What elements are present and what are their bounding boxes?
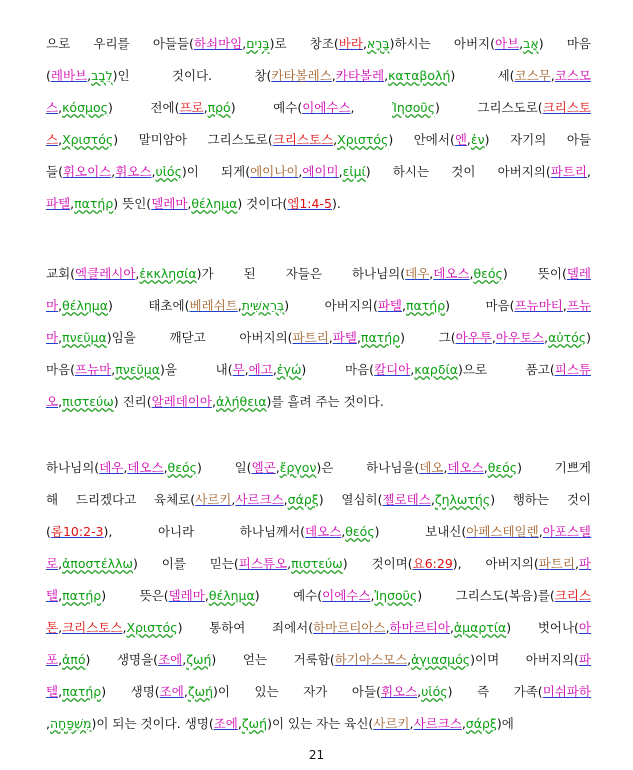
transliteration: 칼디아 — [374, 362, 411, 377]
text-run: , — [341, 524, 346, 539]
text-run: )에 — [496, 716, 514, 731]
original-word: θέλημα — [208, 588, 255, 603]
transliteration: 델레 — [566, 266, 591, 281]
original-word: לֵבָב — [91, 68, 113, 83]
transliteration: 크리스 — [554, 588, 591, 603]
text-run: ) 생명을( — [85, 652, 159, 667]
transliteration: 데오스 — [433, 266, 470, 281]
text-run: , — [204, 588, 209, 603]
text-run: , — [87, 68, 92, 83]
transliteration: 데오스 — [447, 460, 484, 475]
transliteration: 파텔 — [46, 196, 71, 211]
text-run: , — [538, 524, 543, 539]
transliteration: 레바브 — [50, 68, 88, 83]
text-run: )은 하나님을( — [316, 460, 420, 475]
text-line — [46, 92, 591, 124]
transliteration: 무 — [232, 362, 245, 377]
transliteration: 데우 — [99, 460, 124, 475]
text-run: , — [111, 362, 116, 377]
transliteration: 파 — [578, 556, 591, 571]
original-word: θεός — [487, 460, 518, 475]
text-run: ) 전에( — [107, 100, 180, 115]
text-run: , — [58, 652, 63, 667]
text-run: , — [417, 684, 422, 699]
transliteration: 아브 — [495, 36, 520, 51]
text-run: 으로 우리를 아들들( — [46, 36, 194, 51]
transliteration: 미쉬파하 — [542, 684, 591, 699]
transliteration: 아우투 — [455, 330, 492, 345]
transliteration: 아 — [578, 620, 591, 635]
text-line — [46, 580, 591, 612]
text-run: , — [331, 68, 336, 83]
original-word: ζωή — [187, 684, 214, 699]
text-run: ) 자기의 아들 — [484, 132, 591, 147]
text-run: , — [587, 164, 591, 179]
original-word: καρδία — [414, 362, 458, 377]
original-word: θεός — [167, 460, 197, 475]
transliteration: 카타볼레스 — [271, 68, 332, 83]
transliteration: 조에 — [158, 652, 183, 667]
text-run: , — [111, 164, 116, 179]
text-run: , — [409, 716, 414, 731]
text-run: , — [333, 132, 338, 147]
text-run: , — [410, 362, 415, 377]
transliteration: 바라 — [338, 36, 363, 51]
text-run: , — [385, 620, 390, 635]
text-run: , — [58, 684, 63, 699]
text-run: , — [242, 36, 247, 51]
original-word: πατήρ — [74, 196, 114, 211]
original-word: υἱός — [155, 164, 182, 179]
transliteration: 에이나이 — [250, 164, 299, 179]
original-word: ζωή — [241, 716, 268, 731]
original-word: θεός — [473, 266, 503, 281]
text-run: )를 흘려 주는 것이다. — [266, 394, 384, 409]
transliteration: 크리스토 — [542, 100, 591, 115]
text-run: )이 있는 자가 아들( — [213, 684, 381, 699]
text-line — [46, 386, 591, 418]
text-run: ( — [46, 68, 51, 83]
text-run: 하나님의( — [46, 460, 100, 475]
text-run: ( — [46, 524, 51, 539]
transliteration: 베레쉬트 — [189, 298, 238, 313]
transliteration: 롬10:2-3 — [50, 524, 104, 539]
text-run: )이 되게( — [181, 164, 251, 179]
text-run: , — [483, 460, 488, 475]
transliteration: 마 — [46, 298, 59, 313]
original-word: מִשְׁפָּחָה — [49, 716, 92, 731]
text-run: ) 태초에( — [107, 298, 190, 313]
transliteration: 데우 — [405, 266, 430, 281]
text-run: , — [574, 556, 579, 571]
text-run: , — [491, 330, 496, 345]
text-run: , — [562, 298, 567, 313]
transliteration: 조에 — [213, 716, 238, 731]
text-run: , — [298, 164, 303, 179]
transliteration: 텔 — [46, 684, 59, 699]
transliteration: 에이미 — [302, 164, 339, 179]
text-run: , — [384, 68, 389, 83]
text-run: ) 예수( — [230, 100, 303, 115]
text-run: , — [182, 652, 187, 667]
text-run: , — [244, 362, 249, 377]
original-word: ἀποστέλλω — [62, 556, 133, 571]
original-word: εἰμί — [342, 164, 366, 179]
original-word: αὐτός — [548, 330, 587, 345]
text-run: ) 마음( — [445, 298, 515, 313]
text-run: , — [328, 330, 333, 345]
original-word: σάρξ — [465, 716, 497, 731]
original-word: πιστεύω — [62, 394, 114, 409]
text-run: ), 아버지의( — [452, 556, 539, 571]
transliteration: 코스모 — [554, 68, 591, 83]
text-run: , — [287, 556, 292, 571]
transliteration: 엑클레시아 — [75, 266, 136, 281]
text-run: ) 뜻이( — [502, 266, 567, 281]
transliteration: 사르키 — [373, 716, 410, 731]
original-word: ἐν — [470, 132, 485, 147]
transliteration: 아페스테일렌 — [466, 524, 539, 539]
text-run: , — [370, 588, 375, 603]
transliteration: 텔 — [46, 588, 59, 603]
original-word: πνεῦμα — [115, 362, 160, 377]
text-line — [46, 258, 591, 290]
transliteration: 톤 — [46, 620, 59, 635]
text-run: , — [58, 298, 63, 313]
original-word: καταβολή — [388, 68, 451, 83]
transliteration: 델레마 — [151, 196, 188, 211]
original-word: בְּרֵאשִׁית — [241, 298, 285, 313]
text-run: , — [449, 620, 454, 635]
text-run: ) 마음( — [301, 362, 375, 377]
text-line — [46, 516, 591, 548]
original-word: בָּנִים — [246, 36, 270, 51]
text-run: 마음( — [46, 362, 76, 377]
text-run: , — [430, 492, 435, 507]
text-run: 들( — [46, 164, 63, 179]
text-run: )가 된 자들은 하나님의( — [196, 266, 406, 281]
transliteration: 아우토스 — [495, 330, 545, 345]
text-run: , — [283, 492, 288, 507]
transliteration: 사르키 — [195, 492, 232, 507]
transliteration: 데오 — [419, 460, 444, 475]
transliteration: 데오스 — [127, 460, 164, 475]
transliteration: 휘오스 — [115, 164, 152, 179]
transliteration: 프뉴마 — [75, 362, 112, 377]
text-run: ) 행하는 것이 — [490, 492, 591, 507]
text-run: ) 기쁘게 — [517, 460, 591, 475]
transliteration: 파트리 — [292, 330, 329, 345]
text-run: ) 진리( — [113, 394, 152, 409]
text-run: ) 즉 가족( — [447, 684, 543, 699]
transliteration: 파텔 — [377, 298, 402, 313]
text-run: ) 그리스도로( — [434, 100, 543, 115]
text-run: , — [443, 460, 448, 475]
transliteration: 엘곤 — [251, 460, 276, 475]
original-word: ζωή — [186, 652, 212, 667]
text-run: , — [461, 716, 466, 731]
text-run: , — [519, 36, 524, 51]
original-word: πνεῦμα — [62, 330, 107, 345]
transliteration: 피스튜 — [554, 362, 591, 377]
transliteration: 프뉴마티 — [514, 298, 563, 313]
text-run: , — [46, 716, 50, 731]
text-run: )을 내( — [159, 362, 233, 377]
text-run: , — [338, 164, 343, 179]
text-run: , — [58, 620, 63, 635]
original-word: πιστεύω — [291, 556, 343, 571]
text-run: ) 세( — [450, 68, 515, 83]
text-run: , — [356, 330, 361, 345]
transliteration: 사르크스 — [413, 716, 462, 731]
text-run: ) 예수( — [254, 588, 323, 603]
text-run: , — [544, 330, 549, 345]
original-word: πατήρ — [405, 298, 446, 313]
original-word: Χριστός — [126, 620, 178, 635]
text-line — [46, 290, 591, 322]
text-run: , — [550, 68, 555, 83]
original-word: πατήρ — [62, 684, 102, 699]
transliteration: 파 — [578, 652, 591, 667]
transliteration: 하기아스모스 — [334, 652, 408, 667]
text-run: , — [58, 394, 63, 409]
text-line — [46, 156, 591, 188]
text-run: ) 뜻은( — [101, 588, 169, 603]
transliteration: 크리스토스 — [62, 620, 123, 635]
text-run: ) 안에서( — [388, 132, 455, 147]
text-run: , — [350, 100, 393, 115]
transliteration: 크리스토스 — [272, 132, 334, 147]
transliteration: 알레데이아 — [151, 394, 213, 409]
text-line — [46, 452, 591, 484]
text-run: , — [58, 132, 63, 147]
text-line — [46, 322, 591, 354]
transliteration: 파트리 — [538, 556, 575, 571]
text-run: , — [187, 196, 192, 211]
text-run: )이 있는 자는 육신( — [267, 716, 374, 731]
transliteration: 휘오스 — [380, 684, 418, 699]
text-line — [46, 676, 591, 708]
original-word: Ἰησοῦς — [374, 588, 418, 603]
text-run: ) 말미암아 그리스도로( — [113, 132, 273, 147]
transliteration: 코스무 — [514, 68, 551, 83]
transliteration: 로 — [46, 556, 59, 571]
text-run: ) 얻는 거룩함( — [211, 652, 335, 667]
original-word: ζηλωτής — [434, 492, 491, 507]
transliteration: 하마르티아 — [389, 620, 450, 635]
original-word: υἱός — [421, 684, 448, 699]
text-line — [46, 354, 591, 386]
original-word: θεός — [345, 524, 375, 539]
transliteration: 하마르티아스 — [313, 620, 386, 635]
text-run: ) 일( — [196, 460, 252, 475]
original-word: θέλημα — [62, 298, 108, 313]
text-run: , — [163, 460, 168, 475]
text-run: , — [466, 132, 471, 147]
text-run: ) 마음 — [538, 36, 591, 51]
text-run: , — [469, 266, 474, 281]
text-line — [46, 708, 591, 740]
original-word: πρό — [207, 100, 231, 115]
text-run: , — [402, 298, 406, 313]
text-run: , — [183, 684, 188, 699]
original-word: ἀπό — [62, 652, 86, 667]
original-word: ἁγιασμός — [411, 652, 471, 667]
transliteration: 스 — [46, 132, 59, 147]
text-run: )임을 깨닫고 아버지의( — [106, 330, 293, 345]
text-run: , — [231, 492, 236, 507]
original-word: ἐκκλησία — [139, 266, 197, 281]
text-run: ) 하시는 것이 아버지의( — [365, 164, 551, 179]
text-run: ) 벗어나( — [506, 620, 579, 635]
text-run: ) 열심히( — [318, 492, 383, 507]
text-run: , — [123, 460, 128, 475]
transliteration: 엡1:4-5 — [287, 196, 332, 211]
transliteration: 파텔 — [332, 330, 357, 345]
text-run: )하시는 아버지( — [389, 36, 495, 51]
text-run: )으로 품고( — [457, 362, 555, 377]
transliteration: 델레마 — [168, 588, 205, 603]
text-run: , — [237, 716, 242, 731]
transliteration: 데오스 — [305, 524, 342, 539]
transliteration: 카타볼레 — [335, 68, 385, 83]
transliteration: 사르크스 — [235, 492, 284, 507]
text-run: , — [70, 196, 75, 211]
original-word: πατήρ — [62, 588, 102, 603]
original-word: Χριστός — [62, 132, 114, 147]
text-run: , — [151, 164, 156, 179]
text-run: ) 통하여 죄에서( — [177, 620, 314, 635]
paragraph-2 — [46, 258, 591, 418]
text-run: )이 되는 것이다. 생명( — [91, 716, 214, 731]
text-run: 교회( — [46, 266, 76, 281]
text-run: , — [58, 330, 63, 345]
transliteration: 마 — [46, 330, 59, 345]
transliteration: 프로 — [179, 100, 204, 115]
text-run: , — [58, 100, 63, 115]
transliteration: 에고 — [248, 362, 273, 377]
text-run: ). — [331, 196, 341, 211]
transliteration: 파트리 — [550, 164, 588, 179]
original-word: θέλημα — [191, 196, 238, 211]
text-line — [46, 28, 591, 60]
text-run: , — [212, 394, 216, 409]
text-run: , — [122, 620, 127, 635]
original-word: κόσμος — [62, 100, 108, 115]
text-run: ) 뜻인( — [113, 196, 152, 211]
text-run: ) — [586, 330, 591, 345]
original-word: Χριστός — [337, 132, 389, 147]
text-run: ) 아버지의( — [284, 298, 378, 313]
text-run: )로 창조( — [269, 36, 339, 51]
original-word: ἐγώ — [276, 362, 302, 377]
text-line — [46, 612, 591, 644]
original-word: σάρξ — [287, 492, 319, 507]
text-run: , — [362, 36, 367, 51]
original-word: πατήρ — [360, 330, 401, 345]
transliteration: 이에수스 — [302, 100, 351, 115]
text-run: , — [429, 266, 434, 281]
transliteration: 하쇠마임 — [193, 36, 243, 51]
original-word: ἔργον — [279, 460, 317, 475]
transliteration: 오 — [46, 394, 59, 409]
text-run: , — [58, 556, 63, 571]
text-run: , — [58, 588, 63, 603]
text-run: ) 그( — [400, 330, 456, 345]
text-run: ) 그리스도(복음)를( — [417, 588, 555, 603]
original-word: ἁμαρτία — [453, 620, 507, 635]
text-line — [46, 188, 591, 220]
transliteration: 스 — [46, 100, 59, 115]
text-run: , — [237, 298, 242, 313]
text-line — [46, 548, 591, 580]
text-line — [46, 644, 591, 676]
transliteration: 조에 — [159, 684, 184, 699]
text-run: ) 보내신( — [374, 524, 467, 539]
original-word: אָב — [523, 36, 539, 51]
text-run: , — [407, 652, 412, 667]
text-run: )이며 아버지의( — [470, 652, 579, 667]
transliteration: 피스튜오 — [238, 556, 288, 571]
text-line — [46, 124, 591, 156]
transliteration: 휘오이스 — [62, 164, 112, 179]
text-line — [46, 484, 591, 516]
text-run: )인 것이다. 창( — [112, 68, 272, 83]
original-word: Ἰησοῦς — [392, 100, 435, 115]
paragraph-3 — [46, 452, 591, 740]
original-word: בָּרָא — [366, 36, 390, 51]
transliteration: 프뉴 — [566, 298, 591, 313]
transliteration: 포 — [46, 652, 59, 667]
transliteration: 요6:29 — [412, 556, 453, 571]
paragraph-1 — [46, 28, 591, 220]
original-word: ἀλήθεια — [216, 394, 267, 409]
text-run: ) 것이다( — [237, 196, 288, 211]
transliteration: 아포스텔 — [542, 524, 591, 539]
text-run: , — [272, 362, 277, 377]
transliteration: 엔 — [454, 132, 467, 147]
text-line — [46, 60, 591, 92]
text-run: ) 이를 믿는( — [132, 556, 239, 571]
page-number: 21 — [308, 748, 325, 762]
text-run: ) 것이며( — [342, 556, 413, 571]
text-run: ) 생명( — [101, 684, 160, 699]
transliteration: 젤로테스 — [382, 492, 431, 507]
text-run: ), 아니라 하나님께서( — [103, 524, 306, 539]
text-run: 해 드리겠다고 육체로( — [46, 492, 196, 507]
transliteration: 이에수스 — [322, 588, 371, 603]
text-run: , — [203, 100, 208, 115]
text-run: , — [275, 460, 280, 475]
text-run: , — [135, 266, 140, 281]
